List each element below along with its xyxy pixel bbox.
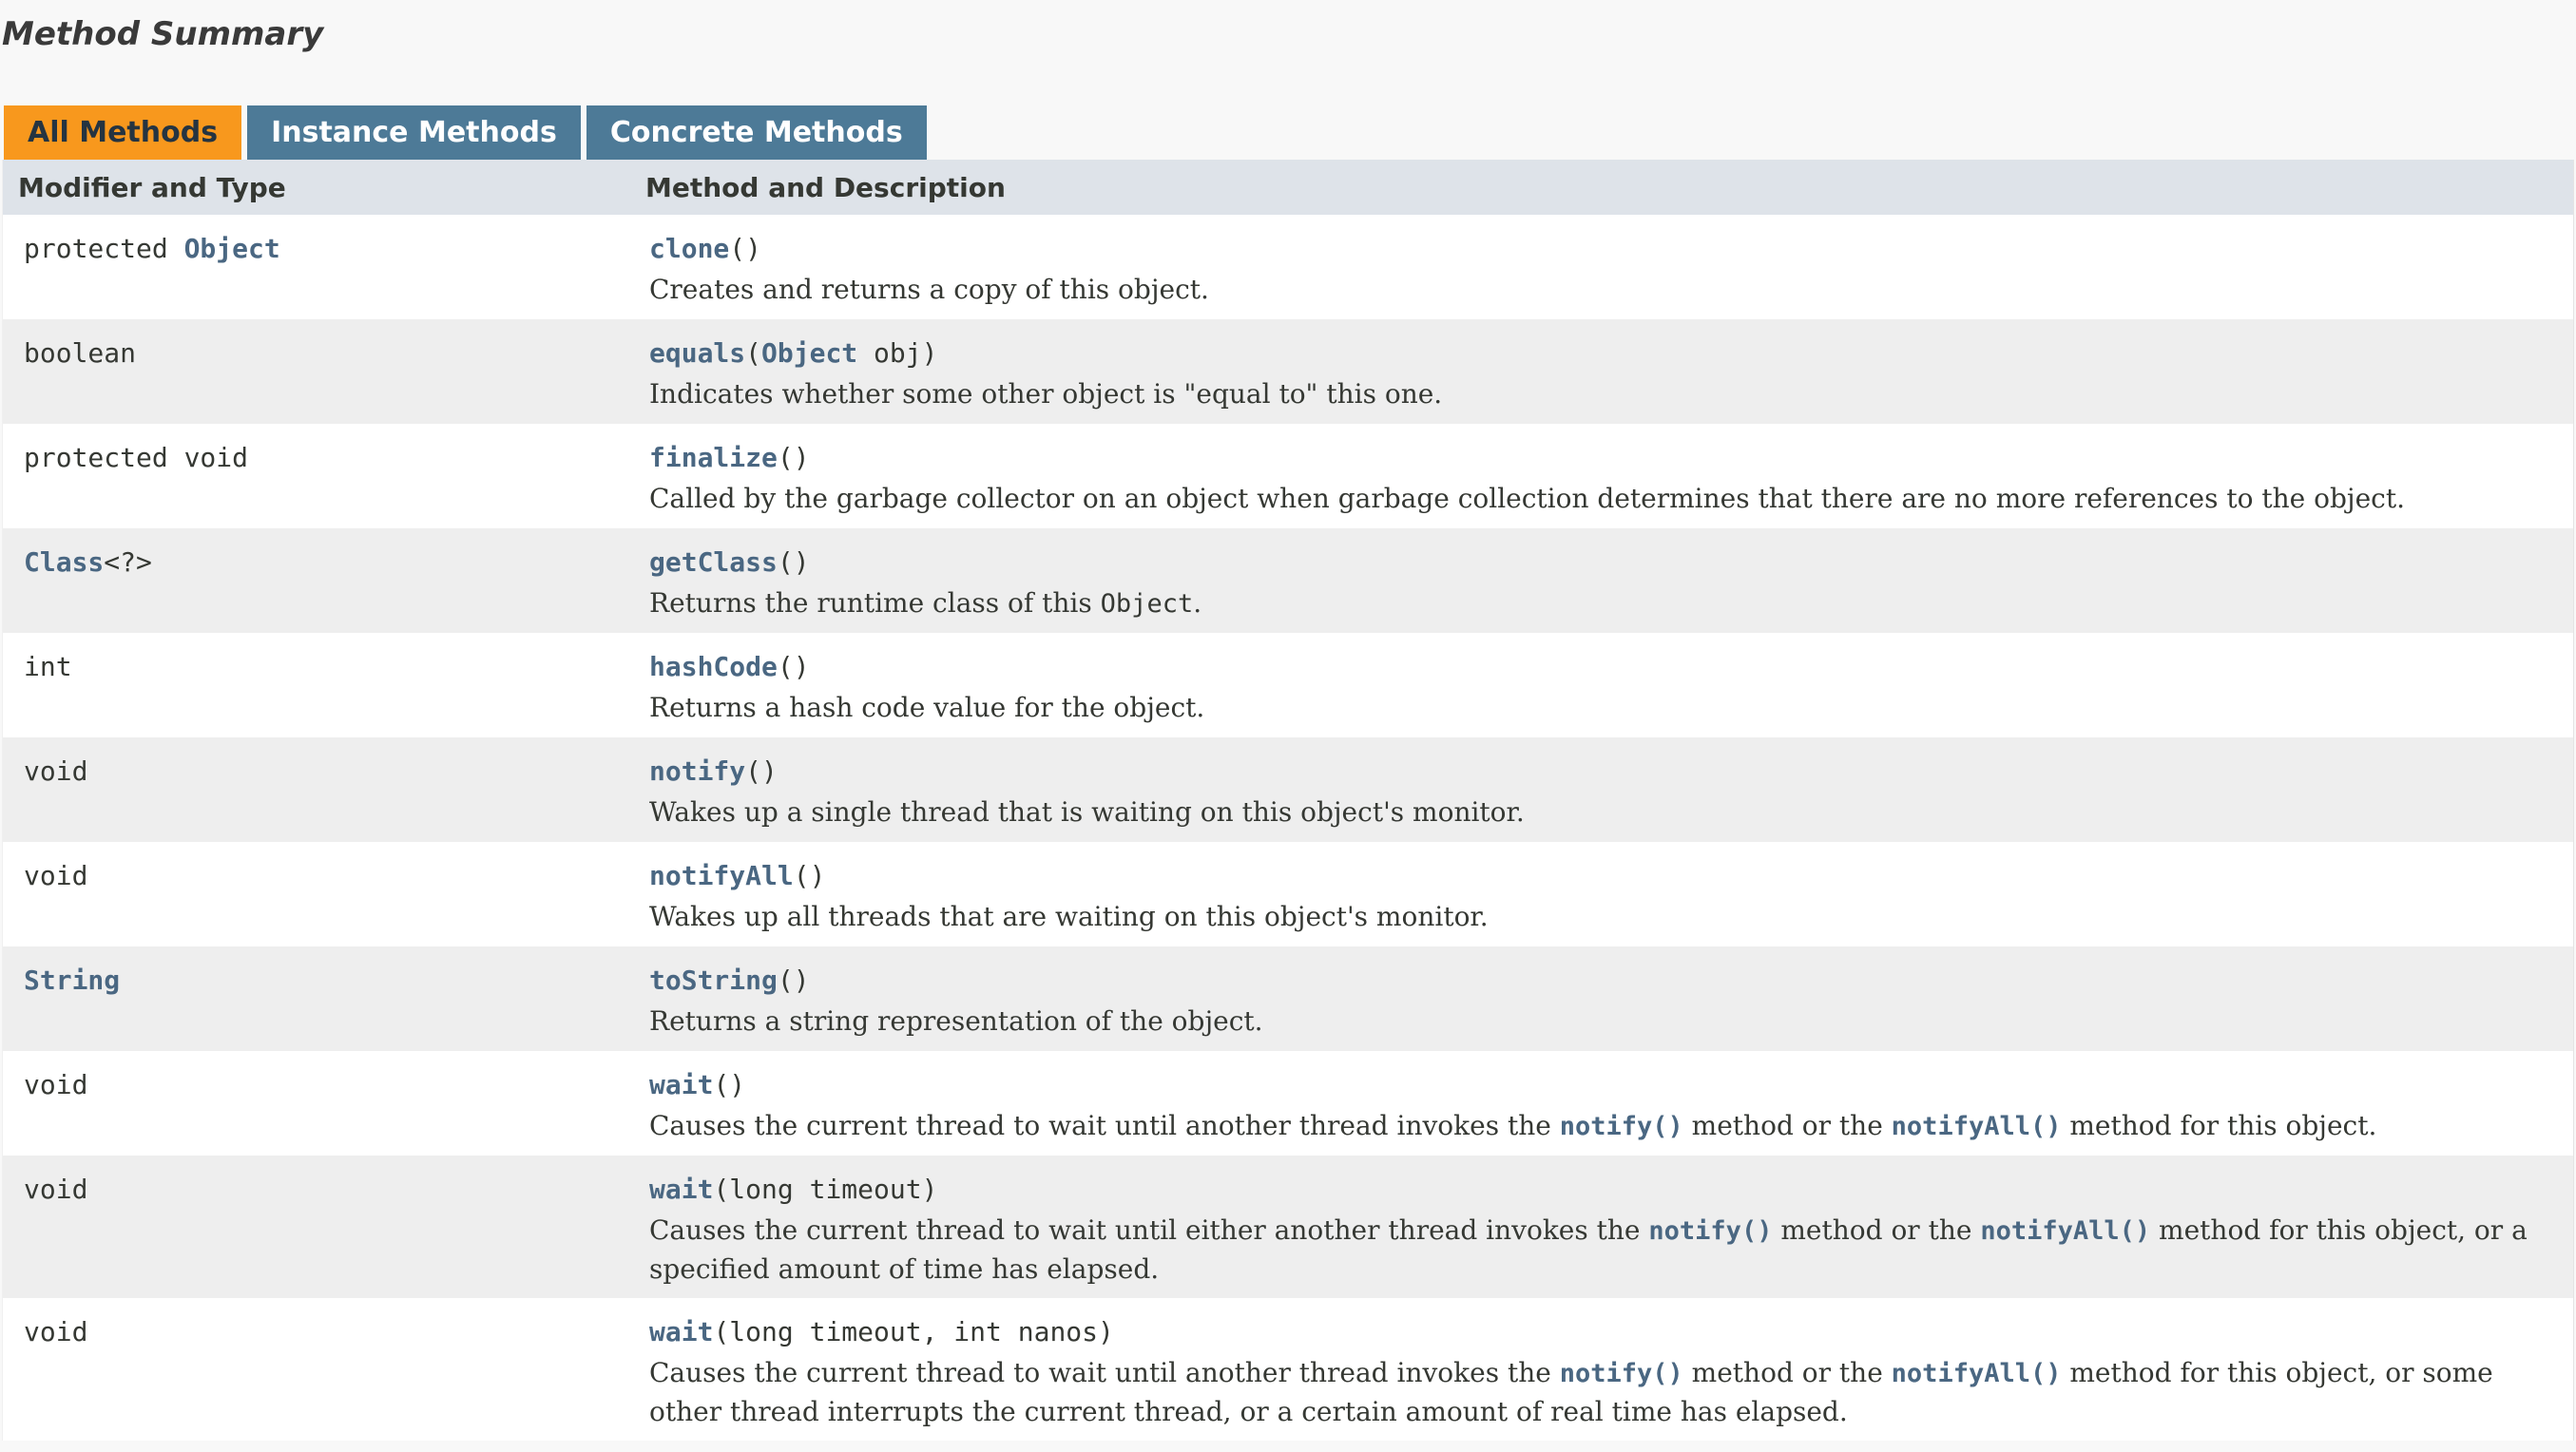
modifier-type: int xyxy=(24,651,72,682)
method-description: Called by the garbage collector on an object when garbage collection determines that there are no more references to the object. xyxy=(649,483,2405,514)
tab-instance-methods[interactable]: Instance Methods xyxy=(247,105,581,160)
method-signature xyxy=(649,1069,2554,1101)
method-link[interactable]: notify xyxy=(649,755,746,787)
modifier-type: void xyxy=(24,1069,88,1100)
method-link[interactable]: equals xyxy=(649,337,746,369)
method-params: obj) xyxy=(857,337,938,369)
method-description xyxy=(649,1354,2554,1431)
method-description: Indicates whether some other object is "equal to" this one. xyxy=(649,378,1443,410)
notifyall-link[interactable]: notifyAll() xyxy=(1980,1216,2151,1246)
table-row xyxy=(3,633,2573,737)
modifier-type: void xyxy=(24,1174,88,1205)
method-params: () xyxy=(713,1069,746,1100)
modifier-type xyxy=(3,528,649,633)
modifier-type: protected void xyxy=(24,442,249,473)
table-row xyxy=(3,1156,2573,1298)
method-signature xyxy=(649,1316,2554,1348)
method-signature xyxy=(649,442,2554,474)
method-signature xyxy=(649,965,2554,997)
modifier-type xyxy=(3,215,649,319)
method-summary-table xyxy=(2,160,2574,1441)
desc-text: . xyxy=(1193,587,1202,619)
column-header-method: Method and Description xyxy=(645,171,1006,203)
method-cell xyxy=(649,1051,2573,1156)
table-row xyxy=(3,1298,2573,1441)
desc-text: method or the xyxy=(1682,1357,1892,1388)
method-description: Creates and returns a copy of this object. xyxy=(649,274,1209,305)
method-link[interactable]: clone xyxy=(649,233,730,264)
method-filter-tabs xyxy=(4,105,927,160)
desc-text: method or the xyxy=(1682,1110,1892,1141)
method-signature xyxy=(649,337,2554,370)
method-description: Returns a string representation of the object. xyxy=(649,1005,1263,1037)
method-params: () xyxy=(777,442,810,473)
method-params: () xyxy=(777,965,810,996)
method-signature xyxy=(649,233,2554,265)
table-row xyxy=(3,1051,2573,1156)
notify-link[interactable]: notify() xyxy=(1648,1216,1773,1246)
method-signature xyxy=(649,546,2554,579)
desc-text: Returns the runtime class of this xyxy=(649,587,1101,619)
method-cell xyxy=(649,633,2573,737)
method-description: Wakes up a single thread that is waiting on this object's monitor. xyxy=(649,796,1525,828)
type-link[interactable]: String xyxy=(24,965,121,996)
desc-code: Object xyxy=(1100,589,1194,619)
modifier-type: void xyxy=(24,755,88,787)
method-cell xyxy=(649,946,2573,1051)
params-open: ( xyxy=(745,337,762,369)
type-link[interactable]: Class xyxy=(24,546,105,578)
method-cell xyxy=(649,215,2573,319)
notifyall-link[interactable]: notifyAll() xyxy=(1891,1112,2062,1141)
param-type-link[interactable]: Object xyxy=(761,337,858,369)
method-params: (long timeout, int nanos) xyxy=(713,1316,1114,1347)
type-link[interactable]: Object xyxy=(183,233,280,264)
method-params: () xyxy=(793,860,826,891)
table-row xyxy=(3,528,2573,633)
method-cell xyxy=(649,424,2573,528)
type-text: protected xyxy=(24,233,184,264)
table-row xyxy=(3,319,2573,424)
notifyall-link[interactable]: notifyAll() xyxy=(1891,1359,2062,1388)
desc-text: method for this object, or some other thread interrupts the current thread, or a certain amount of real time has elapsed. xyxy=(649,1357,2493,1427)
desc-text: method for this object, or a specified amount of time has elapsed. xyxy=(649,1214,2528,1285)
method-cell xyxy=(649,319,2573,424)
method-description: Wakes up all threads that are waiting on this object's monitor. xyxy=(649,901,1489,932)
method-description: Returns a hash code value for the object. xyxy=(649,692,1205,723)
column-header-type: Modifier and Type xyxy=(18,171,286,203)
notify-link[interactable]: notify() xyxy=(1559,1112,1683,1141)
table-header xyxy=(3,160,2573,215)
tab-concrete-methods[interactable]: Concrete Methods xyxy=(586,105,927,160)
method-link[interactable]: toString xyxy=(649,965,778,996)
method-link[interactable]: finalize xyxy=(649,442,778,473)
method-description xyxy=(649,1212,2554,1289)
method-link[interactable]: wait xyxy=(649,1316,714,1347)
method-cell xyxy=(649,528,2573,633)
method-link[interactable]: wait xyxy=(649,1174,714,1205)
desc-text: Causes the current thread to wait until another thread invokes the xyxy=(649,1357,1560,1388)
method-description xyxy=(649,584,2554,623)
notify-link[interactable]: notify() xyxy=(1559,1359,1683,1388)
desc-text: Causes the current thread to wait until another thread invokes the xyxy=(649,1110,1560,1141)
method-signature xyxy=(649,1174,2554,1206)
desc-text: method for this object. xyxy=(2061,1110,2377,1141)
method-cell xyxy=(649,1156,2573,1298)
type-text: <?> xyxy=(104,546,152,578)
method-cell xyxy=(649,1298,2573,1441)
method-params: () xyxy=(777,651,810,682)
method-signature xyxy=(649,860,2554,892)
table-row xyxy=(3,842,2573,946)
tab-all-methods[interactable]: All Methods xyxy=(4,105,241,160)
method-description xyxy=(649,1107,2554,1146)
page-title: Method Summary xyxy=(2,15,324,53)
method-signature xyxy=(649,755,2554,788)
method-link[interactable]: hashCode xyxy=(649,651,778,682)
method-link[interactable]: notifyAll xyxy=(649,860,794,891)
method-params: (long timeout) xyxy=(713,1174,938,1205)
modifier-type: void xyxy=(24,860,88,891)
method-cell xyxy=(649,737,2573,842)
method-params: () xyxy=(777,546,810,578)
method-link[interactable]: wait xyxy=(649,1069,714,1100)
desc-text: method or the xyxy=(1772,1214,1981,1246)
method-link[interactable]: getClass xyxy=(649,546,778,578)
table-row xyxy=(3,215,2573,319)
modifier-type: void xyxy=(24,1316,88,1347)
desc-text: Causes the current thread to wait until either another thread invokes the xyxy=(649,1214,1649,1246)
table-row xyxy=(3,946,2573,1051)
table-row xyxy=(3,737,2573,842)
modifier-type xyxy=(3,946,649,1051)
method-params: () xyxy=(729,233,762,264)
method-params: () xyxy=(745,755,778,787)
method-cell xyxy=(649,842,2573,946)
table-row xyxy=(3,424,2573,528)
method-signature xyxy=(649,651,2554,683)
modifier-type: boolean xyxy=(24,337,137,369)
